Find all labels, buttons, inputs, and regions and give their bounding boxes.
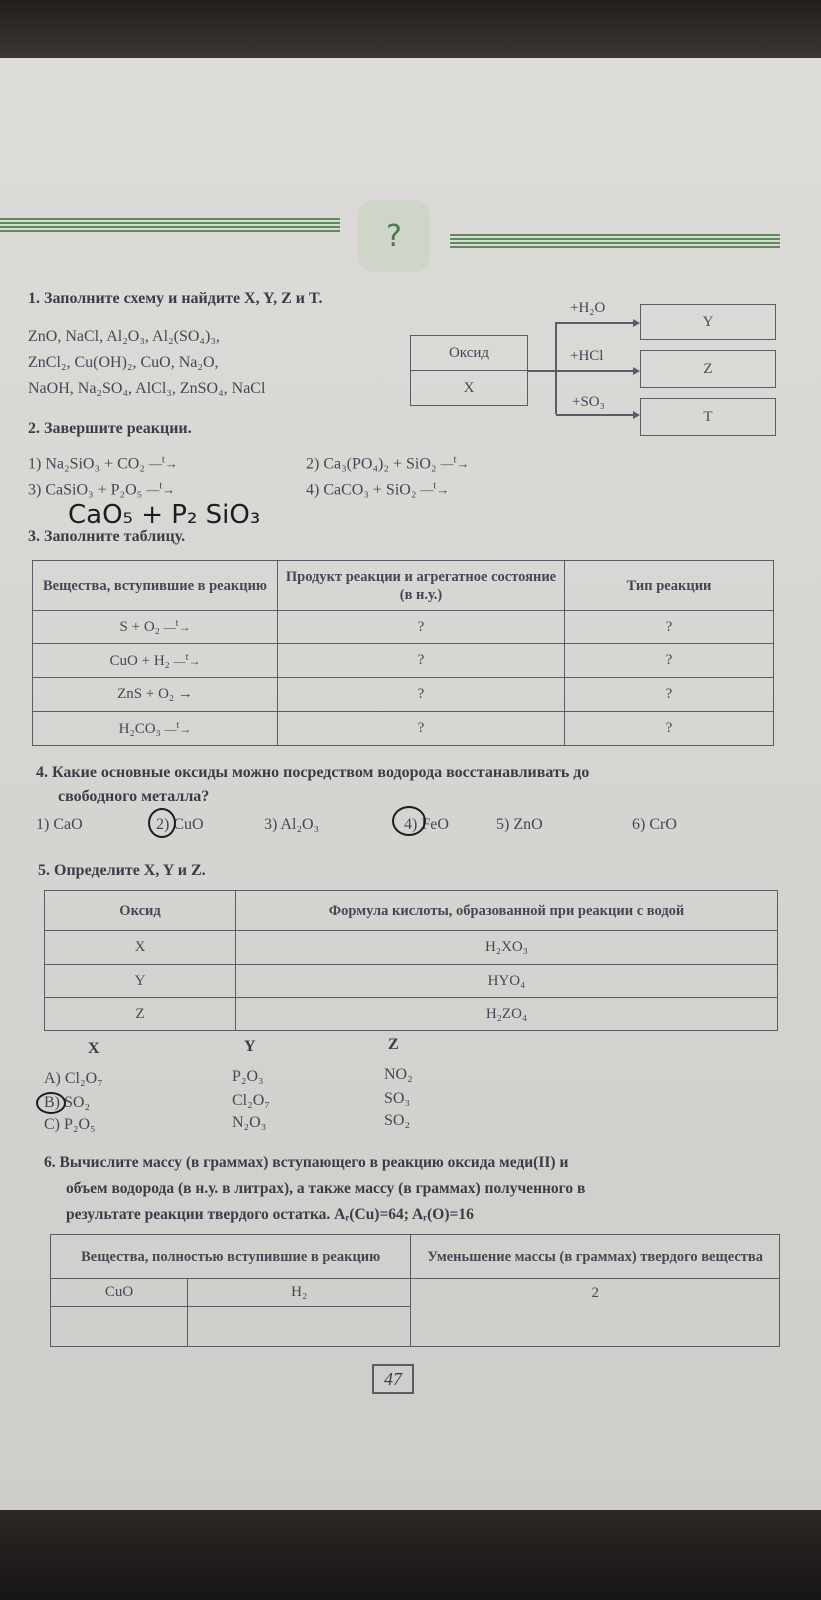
scheme-product-y (640, 304, 776, 340)
table-row (33, 678, 774, 712)
task5-answer-c-x: C) P₂O₅ (44, 1116, 96, 1133)
task3-cell: ? (565, 712, 774, 746)
task5-answer-b-z: SO₃ (384, 1090, 411, 1107)
task1-substances-line2: ZnCl₂, Cu(OH)₂, CuO, Na₂O, (28, 354, 219, 371)
task6-cell-mass: 2 (411, 1279, 780, 1347)
task5-cell: Y (45, 965, 236, 998)
task5-answer-c-y: N₂O₃ (232, 1114, 267, 1131)
task5-answer-header-y: Y (244, 1038, 256, 1055)
task6-header-mass: Уменьшение массы (в граммах) твердого вещества (411, 1235, 780, 1279)
task2-reaction-3: 3) CaSiO₃ + P₂O₅ —$^t$→ (28, 480, 176, 499)
task6-title-line1: 6. Вычислите массу (в граммах) вступающего в реакцию оксида меди(II) и (44, 1154, 569, 1171)
handwritten-circle-option-2 (148, 808, 176, 838)
page-number: 47 (372, 1364, 414, 1394)
task5-cell: HYO₄ (236, 965, 778, 998)
task1-substances-line3: NaOH, Na₂SO₄, AlCl₃, ZnSO₄, NaCl (28, 380, 266, 397)
task6-title-line3: результате реакции твердого остатка. Aᵣ(Cu)=64; Aᵣ(O)=16 (66, 1206, 474, 1223)
task4-option-6: 6) CrO (632, 816, 677, 833)
scheme-reagent-1: +H₂O (570, 300, 606, 316)
scheme-y-label: Y (702, 313, 714, 330)
scheme-product-t (640, 398, 776, 436)
scheme-connector (528, 370, 556, 372)
task3-header-type: Тип реакции (565, 561, 774, 611)
task5-title: 5. Определите X, Y и Z. (38, 862, 206, 879)
task4-option-5: 5) ZnO (496, 816, 543, 833)
task3-cell: ? (565, 678, 774, 712)
task6-title-line2: объем водорода (в н.у. в литрах), а также массу (в граммах) полученного в (66, 1180, 586, 1197)
header-stripe-left (0, 218, 340, 232)
table-row (45, 965, 778, 998)
task2-handwriting: CaO₅ + P₂ SiO₃ (68, 500, 261, 530)
task5-cell: Z (45, 998, 236, 1031)
task5-table (44, 890, 778, 1031)
task1-substances-line1: ZnO, NaCl, Al₂O₃, Al₂(SO₄)₃, (28, 328, 220, 345)
task5-answer-a-z: NO₂ (384, 1066, 413, 1083)
task6-header-substances: Вещества, полностью вступившие в реакцию (51, 1235, 411, 1279)
scheme-arrow-3 (556, 414, 638, 416)
task6-table (50, 1234, 780, 1347)
task6-cell-empty (51, 1307, 188, 1347)
task5-answer-header-z: Z (388, 1036, 399, 1053)
task4-option-2: 2) CuO (156, 816, 204, 833)
task3-cell: ? (278, 611, 565, 644)
scheme-oxide-box (410, 335, 528, 371)
scheme-x-label: X (463, 379, 475, 396)
task5-answer-header-x: X (88, 1040, 100, 1057)
task1-title: 1. Заполните схему и найдите X, Y, Z и T. (28, 290, 323, 307)
table-row (45, 931, 778, 965)
table-row (51, 1279, 780, 1307)
task6-cell-cuo: CuO (51, 1279, 188, 1307)
task5-cell: H₂XO₃ (236, 931, 778, 965)
task3-cell: ? (278, 644, 565, 678)
scheme-vertical-line (555, 322, 557, 414)
scheme-oxide-label: Оксид (448, 344, 490, 361)
table-row (33, 712, 774, 746)
task5-header-acid: Формула кислоты, образованной при реакции с водой (236, 891, 778, 931)
task5-answer-b-y: Cl₂O₇ (232, 1092, 270, 1109)
task2-reaction-4: 4) CaCO₃ + SiO₂ —$^t$→ (306, 480, 450, 499)
task2-reaction-1: 1) Na₂SiO₃ + CO₂ —$^t$→ (28, 454, 178, 473)
handwritten-circle-answer-b (36, 1092, 66, 1114)
task3-cell: H₂CO₃ —$^t$→ (33, 712, 278, 746)
scheme-product-z (640, 350, 776, 388)
task4-title-line2: свободного металла? (58, 788, 210, 805)
background-bottom (0, 1510, 821, 1600)
scheme-arrow-2 (556, 370, 638, 372)
task4-option-4: 4) FeO (404, 816, 449, 833)
task6-cell-h2: H₂ (188, 1279, 411, 1307)
task3-table (32, 560, 774, 746)
task2-title: 2. Завершите реакции. (28, 420, 192, 437)
handwritten-circle-option-4 (392, 806, 426, 836)
table-row (45, 998, 778, 1031)
task3-cell: ? (565, 644, 774, 678)
task3-cell: ? (565, 611, 774, 644)
scheme-arrow-1 (556, 322, 638, 324)
task3-header-substances: Вещества, вступившие в реакцию (33, 561, 278, 611)
table-row (33, 644, 774, 678)
task4-option-1: 1) CaO (36, 816, 83, 833)
task3-cell: ? (278, 712, 565, 746)
scheme-t-label: T (703, 408, 713, 425)
scheme-reagent-3: +SO₃ (572, 394, 605, 410)
task3-cell: ZnS + O₂ → (33, 678, 278, 712)
task5-answer-b-x: B) SO₂ (44, 1094, 91, 1111)
task2-reaction-2: 2) Ca₃(PO₄)₂ + SiO₂ —$^t$→ (306, 454, 470, 473)
task6-cell-empty (188, 1307, 411, 1347)
task5-header-oxide: Оксид (45, 891, 236, 931)
question-logo-icon: ? (358, 200, 430, 272)
task3-cell: ? (278, 678, 565, 712)
task5-answer-c-z: SO₂ (384, 1112, 411, 1129)
task5-answer-a-x: A) Cl₂O₇ (44, 1070, 103, 1087)
scheme-reagent-2: +HCl (570, 348, 604, 364)
task3-cell: S + O₂ —$^t$→ (33, 611, 278, 644)
scheme-z-label: Z (703, 360, 713, 377)
task5-cell: H₂ZO₄ (236, 998, 778, 1031)
task4-option-3: 3) Al₂O₃ (264, 816, 320, 833)
header-stripe-right (450, 234, 780, 248)
task4-title-line1: 4. Какие основные оксиды можно посредством водорода восстанавливать до (36, 764, 590, 781)
task5-answer-a-y: P₂O₃ (232, 1068, 264, 1085)
scheme-x-box (410, 370, 528, 406)
table-row (33, 611, 774, 644)
task3-title: 3. Заполните таблицу. (28, 528, 186, 545)
task3-cell: CuO + H₂ —$^t$→ (33, 644, 278, 678)
task5-cell: X (45, 931, 236, 965)
task3-header-product: Продукт реакции и агрегатное состояние (в н.у.) (278, 561, 565, 611)
